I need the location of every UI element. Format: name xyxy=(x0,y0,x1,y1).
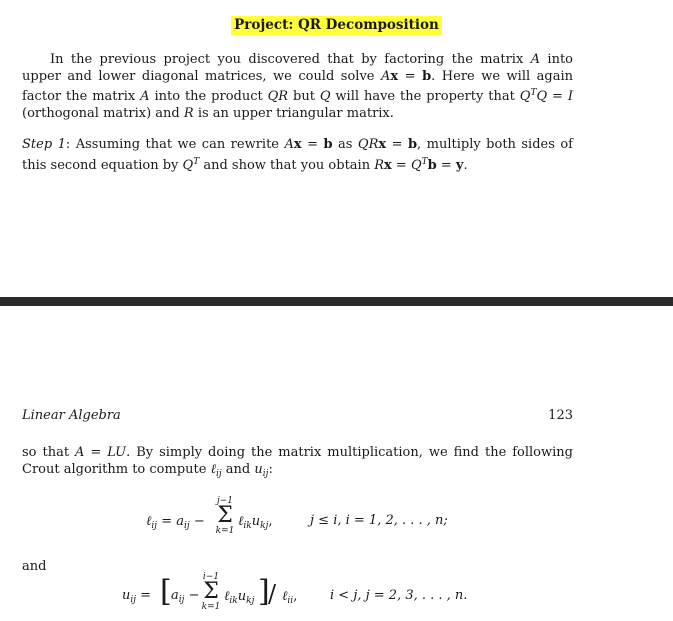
math-var: Q xyxy=(536,89,548,104)
math-op: = xyxy=(547,89,568,104)
math-op: = xyxy=(301,137,324,152)
eq1-lhs: ℓ$_{ij}$ = $a_{ij}$ − xyxy=(146,514,205,531)
intro-text: is an upper triangular matrix. xyxy=(193,105,394,121)
math-var: Q xyxy=(410,157,422,173)
sum-lower-limit: k=1 xyxy=(215,526,235,536)
math-vector: b xyxy=(323,137,333,152)
eq2-denominator: ℓ$_{ii}$, xyxy=(282,589,298,606)
math-vector: b xyxy=(422,68,432,84)
running-header: Linear Algebra xyxy=(22,408,121,423)
math-var: A xyxy=(140,89,150,104)
math-var: A xyxy=(75,445,85,460)
math-superscript: T xyxy=(421,156,428,167)
math-vector: y xyxy=(455,157,464,173)
math-var: QR xyxy=(267,89,289,104)
page-divider xyxy=(0,297,673,306)
math-vector: x xyxy=(384,157,392,173)
math-var: R xyxy=(374,157,385,173)
math-op: = xyxy=(391,157,411,173)
intro-text: In the previous project you discovered that by factoring the matrix xyxy=(50,52,531,67)
eq2-aij: $a_{ij}$ − xyxy=(171,588,200,605)
and-label: and xyxy=(22,559,47,574)
step-text: , multiply both sides of this second equation by xyxy=(22,137,573,173)
math-var: Q xyxy=(519,89,531,104)
eq2-term: $\ell_{ik}u_{kj}$ xyxy=(224,589,255,606)
math-op: = xyxy=(84,445,108,460)
para-text: . By simply doing the matrix multiplication, we find the following Crout algorithm to compute xyxy=(22,445,573,477)
project-title: Project: QR Decomposition xyxy=(231,16,442,35)
eq1-summation xyxy=(214,496,236,536)
sum-upper-limit: j−1 xyxy=(216,496,234,506)
sum-upper-limit: i−1 xyxy=(202,572,220,582)
math-subscript: ij xyxy=(262,468,269,479)
math-var: A xyxy=(530,52,541,67)
intro-text: into the product xyxy=(149,89,268,104)
eq1-term: $\ell_{ik}u_{kj}$, xyxy=(238,514,273,531)
math-var: LU xyxy=(107,445,127,460)
math-var: R xyxy=(183,105,194,121)
step-text: as xyxy=(332,137,358,152)
eq2-summation xyxy=(200,572,222,612)
math-subscript: ij xyxy=(216,468,222,479)
bottom-page xyxy=(0,306,673,621)
math-superscript: T xyxy=(193,156,200,167)
step-text: . xyxy=(463,157,468,173)
math-var: u xyxy=(254,461,263,477)
right-bracket: ] xyxy=(258,574,270,609)
step-label: Step 1 xyxy=(22,137,66,152)
math-vector: x xyxy=(390,68,399,84)
math-superscript: T xyxy=(530,88,537,98)
crout-paragraph xyxy=(22,445,573,482)
intro-paragraph xyxy=(22,52,573,122)
intro-text: will have the property that xyxy=(330,89,520,104)
math-op: = xyxy=(398,68,423,84)
step-text: and show that you obtain xyxy=(199,157,375,173)
math-var: QR xyxy=(357,137,379,152)
title-wrap xyxy=(0,14,673,35)
math-var: I xyxy=(567,89,573,104)
intro-text: (orthogonal matrix) and xyxy=(22,105,184,121)
math-vector: b xyxy=(427,157,437,173)
step-text: : Assuming that we can rewrite xyxy=(65,137,285,152)
para-text: so that xyxy=(22,445,76,460)
eq2-lhs: $u_{ij}$ = xyxy=(122,588,152,605)
step1-paragraph xyxy=(22,137,573,174)
para-text: : xyxy=(268,461,273,477)
division-slash: / xyxy=(268,580,277,608)
page-number: 123 xyxy=(548,408,573,423)
top-page xyxy=(0,0,673,297)
intro-text: into upper and lower diagonal matrices, we could solve xyxy=(22,52,573,84)
intro-text: but xyxy=(288,89,320,104)
math-op: = xyxy=(386,137,408,152)
math-var: Q xyxy=(319,89,331,104)
math-vector: x xyxy=(293,137,302,152)
sum-lower-limit: k=1 xyxy=(201,602,221,612)
left-bracket: [ xyxy=(160,574,172,609)
math-vector: x xyxy=(378,137,387,152)
sigma-icon: Σ xyxy=(203,579,219,604)
eq1-condition: j ≤ i, i = 1, 2, . . . , n; xyxy=(310,513,448,528)
math-vector: b xyxy=(407,137,418,152)
intro-text: . Here we will again factor the matrix xyxy=(22,68,574,104)
para-text: and xyxy=(221,461,255,477)
math-var: A xyxy=(381,68,391,84)
math-var: A xyxy=(284,137,294,152)
math-var: ℓ xyxy=(210,461,216,477)
sigma-icon: Σ xyxy=(217,503,233,528)
eq2-condition: i < j, j = 2, 3, . . . , n. xyxy=(330,588,468,603)
math-op: = xyxy=(436,157,456,173)
math-var: Q xyxy=(182,157,194,173)
